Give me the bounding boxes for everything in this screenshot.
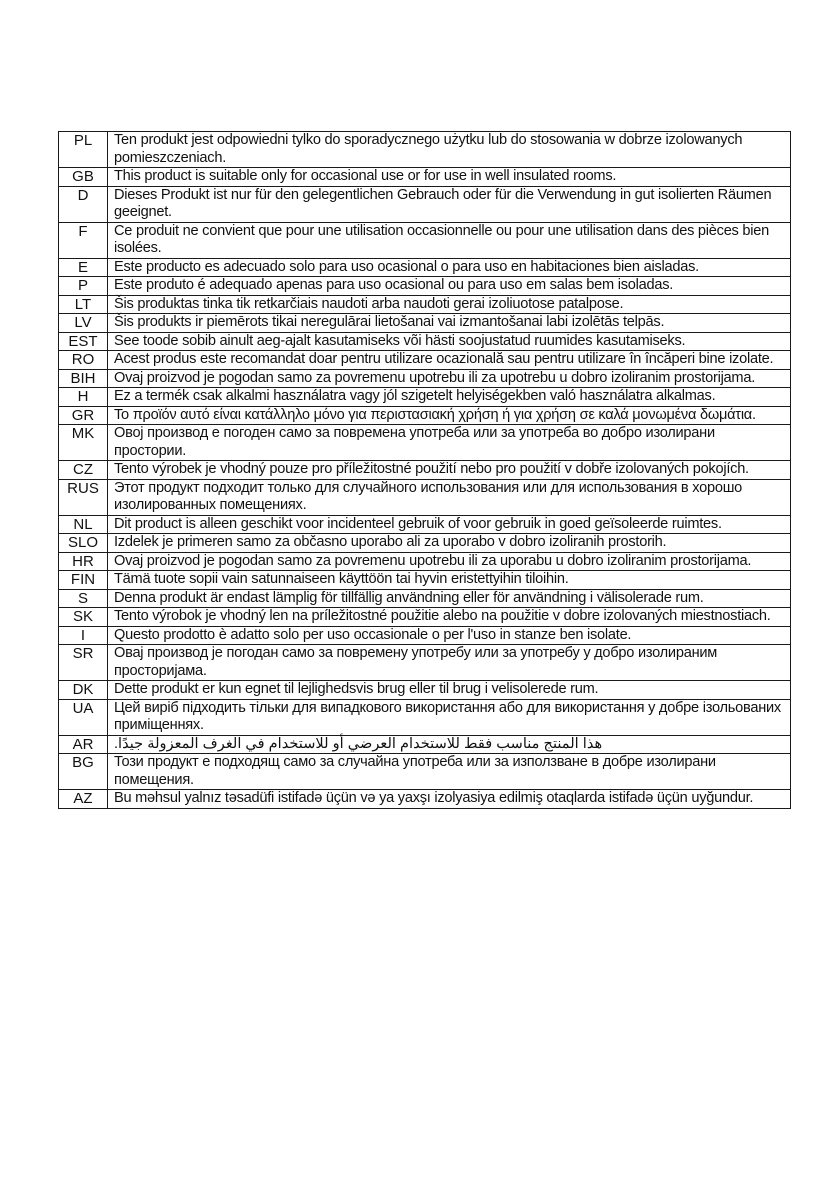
table-row xyxy=(59,790,791,809)
table-row xyxy=(59,168,791,187)
language-code: I xyxy=(59,626,108,645)
notice-text: Tämä tuote sopii vain satunnaiseen käyttöön tai hyvin eristettyihin tiloihin. xyxy=(108,571,791,590)
table-row xyxy=(59,608,791,627)
language-code: SLO xyxy=(59,534,108,553)
table-row xyxy=(59,314,791,333)
language-code: HR xyxy=(59,552,108,571)
notice-text: Tento výrobek je vhodný pouze pro příležitostné použití nebo pro použití v dobře izolovaných pokojích. xyxy=(108,461,791,480)
table-row xyxy=(59,571,791,590)
table-row xyxy=(59,754,791,790)
language-code: P xyxy=(59,277,108,296)
notice-text: Ce produit ne convient que pour une utilisation occasionnelle ou pour une utilisation dans des pièces bien isolées. xyxy=(108,222,791,258)
language-code: LV xyxy=(59,314,108,333)
table-row xyxy=(59,222,791,258)
table-row xyxy=(59,369,791,388)
table-row xyxy=(59,332,791,351)
notice-text: Овој производ е погоден само за повремена употреба или за употреба во добро изолирани простории. xyxy=(108,425,791,461)
table-row xyxy=(59,479,791,515)
table-row xyxy=(59,351,791,370)
table-row xyxy=(59,406,791,425)
language-code: S xyxy=(59,589,108,608)
notice-text: Questo prodotto è adatto solo per uso occasionale o per l'uso in stanze ben isolate. xyxy=(108,626,791,645)
language-code: AR xyxy=(59,735,108,754)
notice-text: Este producto es adecuado solo para uso ocasional o para uso en habitaciones bien aisladas. xyxy=(108,258,791,277)
table-row xyxy=(59,699,791,735)
notice-text: Ten produkt jest odpowiedni tylko do sporadycznego użytku lub do stosowania w dobrze izolowanych pomieszczeniach. xyxy=(108,132,791,168)
notice-text: Dit product is alleen geschikt voor incidenteel gebruik of voor gebruik in goed geïsoleerde ruimtes. xyxy=(108,515,791,534)
language-code: UA xyxy=(59,699,108,735)
language-code: GR xyxy=(59,406,108,425)
table-row xyxy=(59,388,791,407)
table-row xyxy=(59,132,791,168)
table-row xyxy=(59,735,791,754)
notice-text: هذا المنتج مناسب فقط للاستخدام العرضي أو للاستخدام في الغرف المعزولة جيدًا. xyxy=(108,735,791,754)
notice-text: Šis produkts ir piemērots tikai neregulārai lietošanai vai izmantošanai labi izolētās telpās. xyxy=(108,314,791,333)
table-body xyxy=(59,132,791,809)
notice-text: Tento výrobok je vhodný len na príležitostné použitie alebo na použitie v dobre izolovaných miestnostiach. xyxy=(108,608,791,627)
table-row xyxy=(59,258,791,277)
language-code: MK xyxy=(59,425,108,461)
notice-text: Dette produkt er kun egnet til lejlighedsvis brug eller til brug i velisolerede rum. xyxy=(108,681,791,700)
notice-text: Ovaj proizvod je pogodan samo za povremenu upotrebu ili za upotrebu u dobro izoliranim prostorijama. xyxy=(108,369,791,388)
notice-text: This product is suitable only for occasional use or for use in well insulated rooms. xyxy=(108,168,791,187)
notice-text: Ez a termék csak alkalmi használatra vagy jól szigetelt helyiségekben való használatra alkalmas. xyxy=(108,388,791,407)
notice-text: Bu məhsul yalnız təsadüfi istifadə üçün və ya yaxşı izolyasiya edilmiş otaqlarda istifadə üçün uyğundur. xyxy=(108,790,791,809)
language-code: SK xyxy=(59,608,108,627)
language-code: GB xyxy=(59,168,108,187)
language-code: PL xyxy=(59,132,108,168)
table-row xyxy=(59,534,791,553)
language-code: FIN xyxy=(59,571,108,590)
language-code: NL xyxy=(59,515,108,534)
notice-text: Ovaj proizvod je pogodan samo za povremenu upotrebu ili za uporabu u dobro izoliranim prostorijama. xyxy=(108,552,791,571)
notice-text: Цей виріб підходить тільки для випадкового використання або для використання у добре ізольованих приміщеннях. xyxy=(108,699,791,735)
notice-text: See toode sobib ainult aeg-ajalt kasutamiseks või hästi soojustatud ruumides kasutamiseks. xyxy=(108,332,791,351)
notice-text: Този продукт е подходящ само за случайна употреба или за използване в добре изолирани помещения. xyxy=(108,754,791,790)
language-code: SR xyxy=(59,645,108,681)
table-row xyxy=(59,425,791,461)
table-row xyxy=(59,552,791,571)
language-code: D xyxy=(59,186,108,222)
notice-text: Этот продукт подходит только для случайного использования или для использования в хорошо изолированных помещениях. xyxy=(108,479,791,515)
notice-text: Šis produktas tinka tik retkarčiais naudoti arba naudoti gerai izoliuotose patalpose. xyxy=(108,295,791,314)
notice-text: Izdelek je primeren samo za občasno uporabo ali za uporabo v dobro izoliranih prostorih. xyxy=(108,534,791,553)
table-row xyxy=(59,681,791,700)
language-notice-table xyxy=(58,131,791,809)
table-row xyxy=(59,295,791,314)
table-row xyxy=(59,589,791,608)
notice-text: Este produto é adequado apenas para uso ocasional ou para uso em salas bem isoladas. xyxy=(108,277,791,296)
table-row xyxy=(59,461,791,480)
notice-text: Acest produs este recomandat doar pentru utilizare ocazională sau pentru utilizare în încăperi bine izolate. xyxy=(108,351,791,370)
language-code: EST xyxy=(59,332,108,351)
table-row xyxy=(59,277,791,296)
table-row xyxy=(59,515,791,534)
table-row xyxy=(59,645,791,681)
language-code: RUS xyxy=(59,479,108,515)
language-code: BG xyxy=(59,754,108,790)
notice-text: Denna produkt är endast lämplig för tillfällig användning eller för användning i välisolerade rum. xyxy=(108,589,791,608)
language-code: LT xyxy=(59,295,108,314)
table-row xyxy=(59,626,791,645)
language-code: F xyxy=(59,222,108,258)
notice-text: Το προϊόν αυτό είναι κατάλληλο μόνο για περιστασιακή χρήση ή για χρήση σε καλά μονωμένα δωμάτια. xyxy=(108,406,791,425)
notice-text: Dieses Produkt ist nur für den gelegentlichen Gebrauch oder für die Verwendung in gut isolierten Räumen geeignet. xyxy=(108,186,791,222)
language-code: E xyxy=(59,258,108,277)
language-code: CZ xyxy=(59,461,108,480)
table-row xyxy=(59,186,791,222)
notice-text: Овај производ је погодан само за повремену употребу или за употребу у добро изолираним просторијама. xyxy=(108,645,791,681)
language-code: RO xyxy=(59,351,108,370)
language-code: AZ xyxy=(59,790,108,809)
language-code: H xyxy=(59,388,108,407)
language-code: DK xyxy=(59,681,108,700)
language-code: BIH xyxy=(59,369,108,388)
